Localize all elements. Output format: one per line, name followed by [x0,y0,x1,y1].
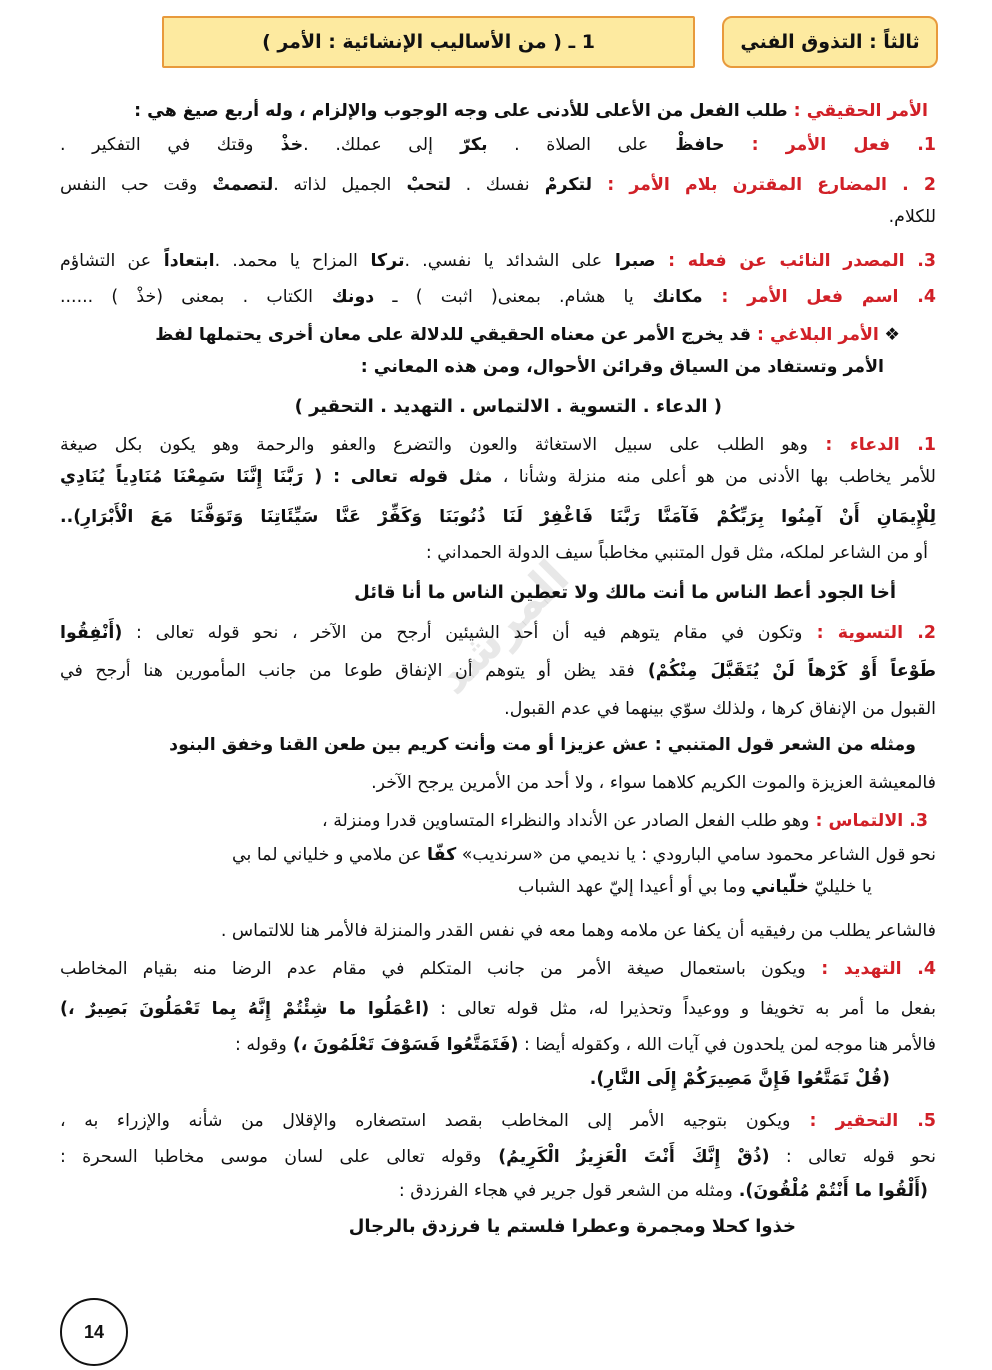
text-segment: لتصمتْ [197,175,274,195]
text-line [60,730,916,760]
text-segment: صبرا [602,251,656,271]
text-segment: عن التشاؤم [60,251,152,271]
text-segment: نفسك . [451,175,530,195]
text-segment: خذوا كحلا ومجمرة وعطرا فلستم يا فرزدق بالرجال [348,1216,796,1237]
text-segment: عن ملامي و خلياني لما بي [231,845,428,865]
text-line [60,462,936,492]
text-segment: (اعْمَلُوا ما شِئْتُمْ إِنَّهُ بِما تَعْمَلُونَ بَصِيرٌ ،) [60,999,430,1019]
text-segment: وقتك في التفكير . [60,135,254,155]
text-line [60,618,936,648]
text-line [60,1142,936,1172]
text-segment: الأمر وتستفاد من السياق وقرائن الأحوال، ومن هذه المعاني : [360,357,884,377]
lesson-title-box [162,16,695,68]
text-line [60,352,884,382]
text-segment: وقوله : [235,1035,287,1055]
text-segment: وقوله تعالى على لسان موسى مخاطبا السحرة : [60,1147,482,1167]
text-segment: أخا الجود أعط الناس ما أنت مالك ولا تعطين الناس ما أنا قائل [354,582,896,603]
text-line [60,170,936,200]
text-line [60,320,900,350]
text-line [60,578,896,608]
text-segment: يا خليليّ [808,877,872,897]
text-line [60,916,936,946]
text-segment: على الشدائد يا نفسي. . [404,251,603,271]
text-segment: (قُلْ تَمَتَّعُوا فَإِنَّ مَصِيرَكُمْ إِلَى النَّارِ). [589,1069,890,1089]
section-heading: 5. التحقير : [790,1111,936,1131]
text-segment: حافظْ [648,135,725,155]
text-segment: (ذُقْ إِنَّكَ أَنْتَ الْعَزِيزُ الْكَرِيمُ) [481,1147,770,1167]
text-line [60,430,936,460]
text-line [60,282,936,312]
section-heading: الأمر البلاغي : [750,325,879,345]
text-line [60,1212,796,1242]
text-line [60,96,928,126]
text-segment: ومثله من الشعر قول جرير في هجاء الفرزدق : [398,1181,733,1201]
text-segment: لتحبْ [391,175,452,195]
text-segment: ابتعاداً [151,251,215,271]
text-segment: مثل قوله تعالى : ( رَبَّنَا إِنَّنَا سَمِعْنَا مُنَادِياً يُنَادِي [60,467,493,487]
text-segment: أو من الشاعر لملكه، مثل قول المتنبي مخاطباً سيف الدولة الحمداني : [425,543,928,563]
text-segment: ❖ [878,325,900,345]
text-segment: وتكون في مقام يتوهم فيه أن أحد الشيئين أرجح من الآخر ، نحو قوله تعالى : [122,623,803,643]
text-segment: ( الدعاء . التسوية . الالتماس . التهديد . التحقير ) [294,396,722,417]
text-segment: نحو قول الشاعر محمود سامي البارودي : يا نديمي من «سرنديب» [456,845,936,865]
lesson-title: 1 ـ ( من الأساليب الإنشائية : الأمر ) [262,31,595,53]
text-segment: على الصلاة . [487,135,649,155]
text-line [60,1106,936,1136]
text-segment: الكتاب . بمعنى (خذْ ) ...... [60,287,313,307]
text-segment: وهو طلب الفعل الصادر عن الأنداد والنظراء المتساوين قدرا ومنزلة ، [322,811,810,831]
text-line [60,872,872,902]
text-line [60,392,722,422]
text-line [60,840,936,870]
text-line [60,1030,936,1060]
text-segment: فالشاعر يطلب من رفيقيه أن يكفا عن ملامه وهما معه في نفس القدر والمنزلة فالأمر هنا للالتماس . [220,921,936,941]
section-heading: 1. فعل الأمر : [724,135,936,155]
text-segment: فقد يظن أو يتوهم أن الإنفاق طوعا من جانب المأمورين هنا أرجح في [60,661,635,681]
text-segment: للكلام. [888,207,936,227]
section-heading: 2 . المضارع المقترن بلام الأمر : [592,175,936,195]
section-title: ثالثاً : التذوق الفني [740,31,920,53]
text-segment: لِلْإِيمَانِ أَنْ آمِنُوا بِرَبِّكُمْ فَآمَنَّا رَبَّنَا فَاغْفِرْ لَنَا ذُنُوبَنَا وَكَفِّرْ عَنَّا سَيِّئَاتِنَا وَتَوَفَّنَا مَعَ الْأَبْرَارِ).. [60,507,936,527]
text-line [60,954,936,984]
section-heading: 3. الالتماس : [809,811,928,831]
text-line [60,202,936,232]
text-segment: ومثله من الشعر قول المتنبي : عش عزيزا أو مت وأنت كريم بين طعن القنا وخفق البنود [169,735,916,755]
text-line [60,768,936,798]
text-line [60,538,928,568]
text-segment: وهو الطلب على سبيل الاستغاثة والعون والتضرع والعفو والرحمة وهو يكون بكل صيغة [60,435,808,455]
text-segment: طلب الفعل من الأعلى للأدنى على وجه الوجوب والإلزام ، وله أربع صيغ هي : [134,101,788,121]
text-segment: الجميل لذاته . [273,175,392,195]
text-segment: وما بي أو أعيدا إليّ عهد الشباب [518,877,752,897]
text-segment: فالمعيشة العزيزة والموت الكريم كلاهما سواء ، ولا أحد من الأمرين يرجح الآخر. [371,773,936,793]
text-line [60,1176,928,1206]
text-segment: (أَلْقُوا ما أَنْتُمْ مُلْقُونَ). [732,1181,928,1201]
text-segment: نحو قوله تعالى : [769,1147,936,1167]
text-segment: طَوْعاً أَوْ كَرْهاً لَنْ يُتَقَبَّلَ مِنْكُمْ) [634,661,936,681]
text-segment: (أَنْفِقُوا [60,623,123,643]
text-segment: بفعل ما أمر به تخويفا و ووعيداً وتحذيرا له، مثل قوله تعالى : [429,999,936,1019]
text-segment: القبول من الإنفاق كرها ، ولذلك سوّي بينهما في عدم القبول. [504,699,936,719]
text-segment: خلّياني [751,877,809,897]
text-segment: وقت حب النفس [60,175,198,195]
section-heading: 4. اسم فعل الأمر : [702,287,936,307]
page-number [60,1298,128,1366]
text-segment: يا هشام. بمعنى( اثبت ) ـ [374,287,634,307]
section-heading: 1. الدعاء : [807,435,936,455]
text-line [60,694,936,724]
text-segment: خذْ [253,135,304,155]
section-heading: 3. المصدر النائب عن فعله : [655,251,936,271]
text-line [60,130,936,160]
text-segment: دونك [312,287,375,307]
text-segment: إلى عملك. . [303,135,433,155]
text-segment: ويكون بتوجيه الأمر إلى المخاطب بقصد استصغاره والإقلال من شأنه والإزراء به ، [60,1111,791,1131]
section-heading: الأمر الحقيقي : [787,101,928,121]
text-segment: (فَتَمَتَّعُوا فَسَوْفَ تَعْلَمُونَ ،) [286,1035,519,1055]
text-line [60,656,936,686]
text-segment: فالأمر هنا موجه لمن يلحدون في آيات الله ، وكقوله أيضا : [518,1035,936,1055]
text-line [60,806,928,836]
text-segment: المزاح يا محمد. . [214,251,358,271]
text-segment: قد يخرج الأمر عن معناه الحقيقي للدلالة على معان أخرى يحتملها لفظ [155,325,751,345]
text-line [60,994,936,1024]
text-segment: كفّا [427,845,457,865]
watermark: المرشد [424,549,580,705]
text-segment: تركا [357,251,405,271]
text-segment: ويكون باستعمال صيغة الأمر من جانب المتكلم في مقام عدم الرضا منه بقيام المخاطب [60,959,806,979]
text-line [60,246,936,276]
section-heading: 4. التهديد : [805,959,936,979]
text-segment: للأمر يخاطب بها الأدنى من هو أعلى منه منزلة وشأنا ، [492,467,936,487]
text-line [60,1064,890,1094]
text-segment: مكانك [633,287,703,307]
text-segment: لتكرمْ [529,175,593,195]
text-segment: بكرّ [432,135,488,155]
section-heading: 2. التسوية : [802,623,936,643]
section-title-box [722,16,938,68]
text-line [60,502,936,532]
page-number-text: 14 [83,1321,105,1342]
